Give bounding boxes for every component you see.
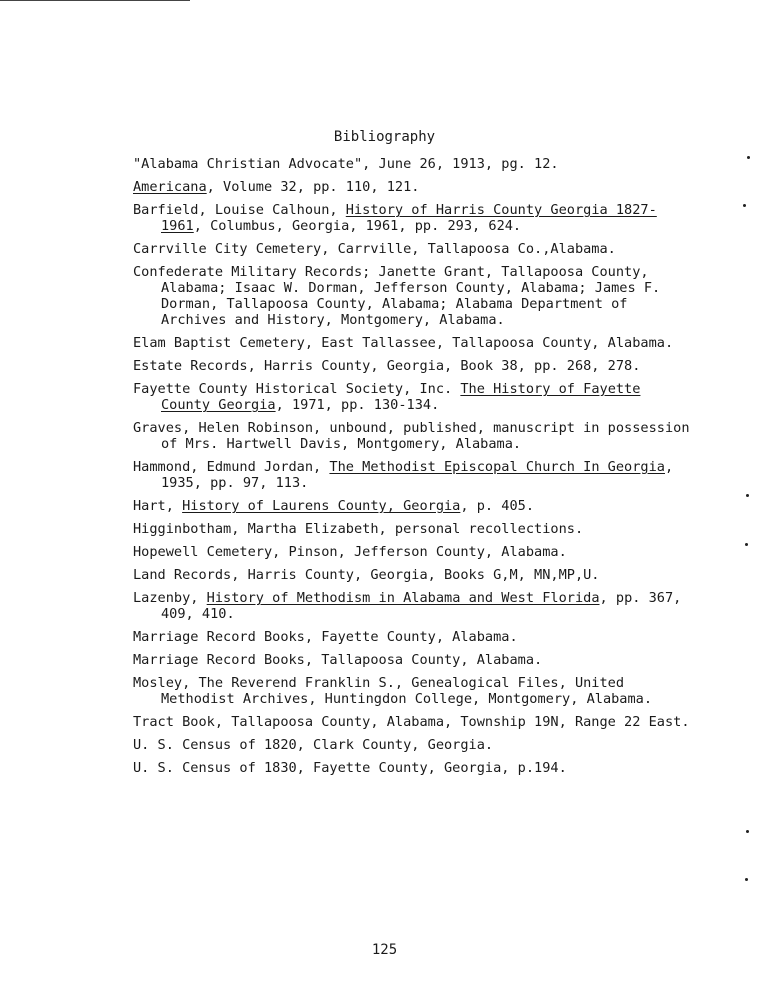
page-number: 125 xyxy=(371,942,398,958)
entry-text: Hart, xyxy=(133,498,183,514)
entry-title-underlined: History of Harris County Georgia 1827-1961 xyxy=(161,202,657,234)
entry-text: , 1935, pp. 97, 113. xyxy=(161,459,674,491)
entry-title-underlined: History of Laurens County, Georgia xyxy=(182,498,461,514)
bibliography-entry xyxy=(133,358,693,374)
bibliography-entry xyxy=(133,264,693,328)
bibliography-entry xyxy=(133,335,693,351)
scan-speck xyxy=(743,204,746,207)
entry-text: Estate Records, Harris County, Georgia, Book 38, pp. 268, 278. xyxy=(133,358,641,374)
bibliography-entry xyxy=(133,521,693,537)
bibliography-entry xyxy=(133,629,693,645)
scan-speck xyxy=(745,543,748,546)
bibliography-entry xyxy=(133,498,693,514)
entry-text: Marriage Record Books, Fayette County, Alabama. xyxy=(133,629,518,645)
entry-text: Marriage Record Books, Tallapoosa County, Alabama. xyxy=(133,652,543,668)
bibliography-entry xyxy=(133,156,693,172)
entry-text: , Volume 32, pp. 110, 121. xyxy=(206,179,420,195)
scan-speck xyxy=(745,878,748,881)
entry-text: , pp. 367, 409, 410. xyxy=(161,590,682,622)
bibliography-entry xyxy=(133,675,693,707)
entry-text: Lazenby, xyxy=(133,590,207,606)
bibliography-entry xyxy=(133,544,693,560)
entry-text: Hammond, Edmund Jordan, xyxy=(133,459,330,475)
entry-text: , p. 405. xyxy=(460,498,535,514)
entry-text: Higginbotham, Martha Elizabeth, personal recollections. xyxy=(133,521,584,537)
scan-speck xyxy=(747,156,750,159)
entry-text: Land Records, Harris County, Georgia, Books G,M, MN,MP,U. xyxy=(133,567,600,583)
scan-speck xyxy=(746,494,749,497)
entry-title-underlined: The Methodist Episcopal Church In Georgia xyxy=(329,459,665,475)
entry-text: Fayette County Historical Society, Inc. xyxy=(133,381,461,397)
bibliography-entry xyxy=(133,737,693,753)
entry-text: Graves, Helen Robinson, unbound, published, manuscript in possession of Mrs. Hartwell Davis, Montgomery, Alabama. xyxy=(133,420,690,452)
entry-text: Barfield, Louise Calhoun, xyxy=(133,202,346,218)
entry-text: , Columbus, Georgia, 1961, pp. 293, 624. xyxy=(193,218,522,234)
bibliography-entry xyxy=(133,714,693,730)
entry-text: Tract Book, Tallapoosa County, Alabama, Township 19N, Range 22 East. xyxy=(133,714,690,730)
bibliography-entry xyxy=(133,381,693,413)
bibliography-entry xyxy=(133,179,693,195)
entry-text: Confederate Military Records; Janette Grant, Tallapoosa County, Alabama; Isaac W. Dorman, Jefferson County, Alabama; James F. Dorman, Tallapoosa County, Alabama; Alabama Department of Archives and History, Montgomery, Alabama. xyxy=(133,264,661,328)
bibliography-entry xyxy=(133,202,693,234)
bibliography-list xyxy=(133,156,693,783)
entry-text: Hopewell Cemetery, Pinson, Jefferson County, Alabama. xyxy=(133,544,567,560)
entry-title-underlined: The History of Fayette County Georgia xyxy=(161,381,641,413)
top-rule xyxy=(0,0,190,1)
bibliography-entry xyxy=(133,652,693,668)
bibliography-entry xyxy=(133,420,693,452)
entry-title-underlined: Americana xyxy=(133,179,207,195)
entry-text: Mosley, The Reverend Franklin S., Genealogical Files, United Methodist Archives, Huntingdon College, Montgomery, Alabama. xyxy=(133,675,653,707)
bibliography-entry xyxy=(133,567,693,583)
entry-text: Carrville City Cemetery, Carrville, Tallapoosa Co.,Alabama. xyxy=(133,241,616,257)
page-title: Bibliography xyxy=(333,129,436,145)
bibliography-entry xyxy=(133,459,693,491)
entry-text: , 1971, pp. 130-134. xyxy=(275,397,440,413)
entry-title-underlined: History of Methodism in Alabama and West Florida xyxy=(206,590,600,606)
bibliography-entry xyxy=(133,760,693,776)
entry-text: Elam Baptist Cemetery, East Tallassee, Tallapoosa County, Alabama. xyxy=(133,335,674,351)
entry-text: U. S. Census of 1830, Fayette County, Georgia, p.194. xyxy=(133,760,567,776)
bibliography-entry xyxy=(133,241,693,257)
entry-text: U. S. Census of 1820, Clark County, Georgia. xyxy=(133,737,494,753)
entry-text: "Alabama Christian Advocate", June 26, 1913, pg. 12. xyxy=(133,156,559,172)
bibliography-entry xyxy=(133,590,693,622)
scan-speck xyxy=(746,830,749,833)
